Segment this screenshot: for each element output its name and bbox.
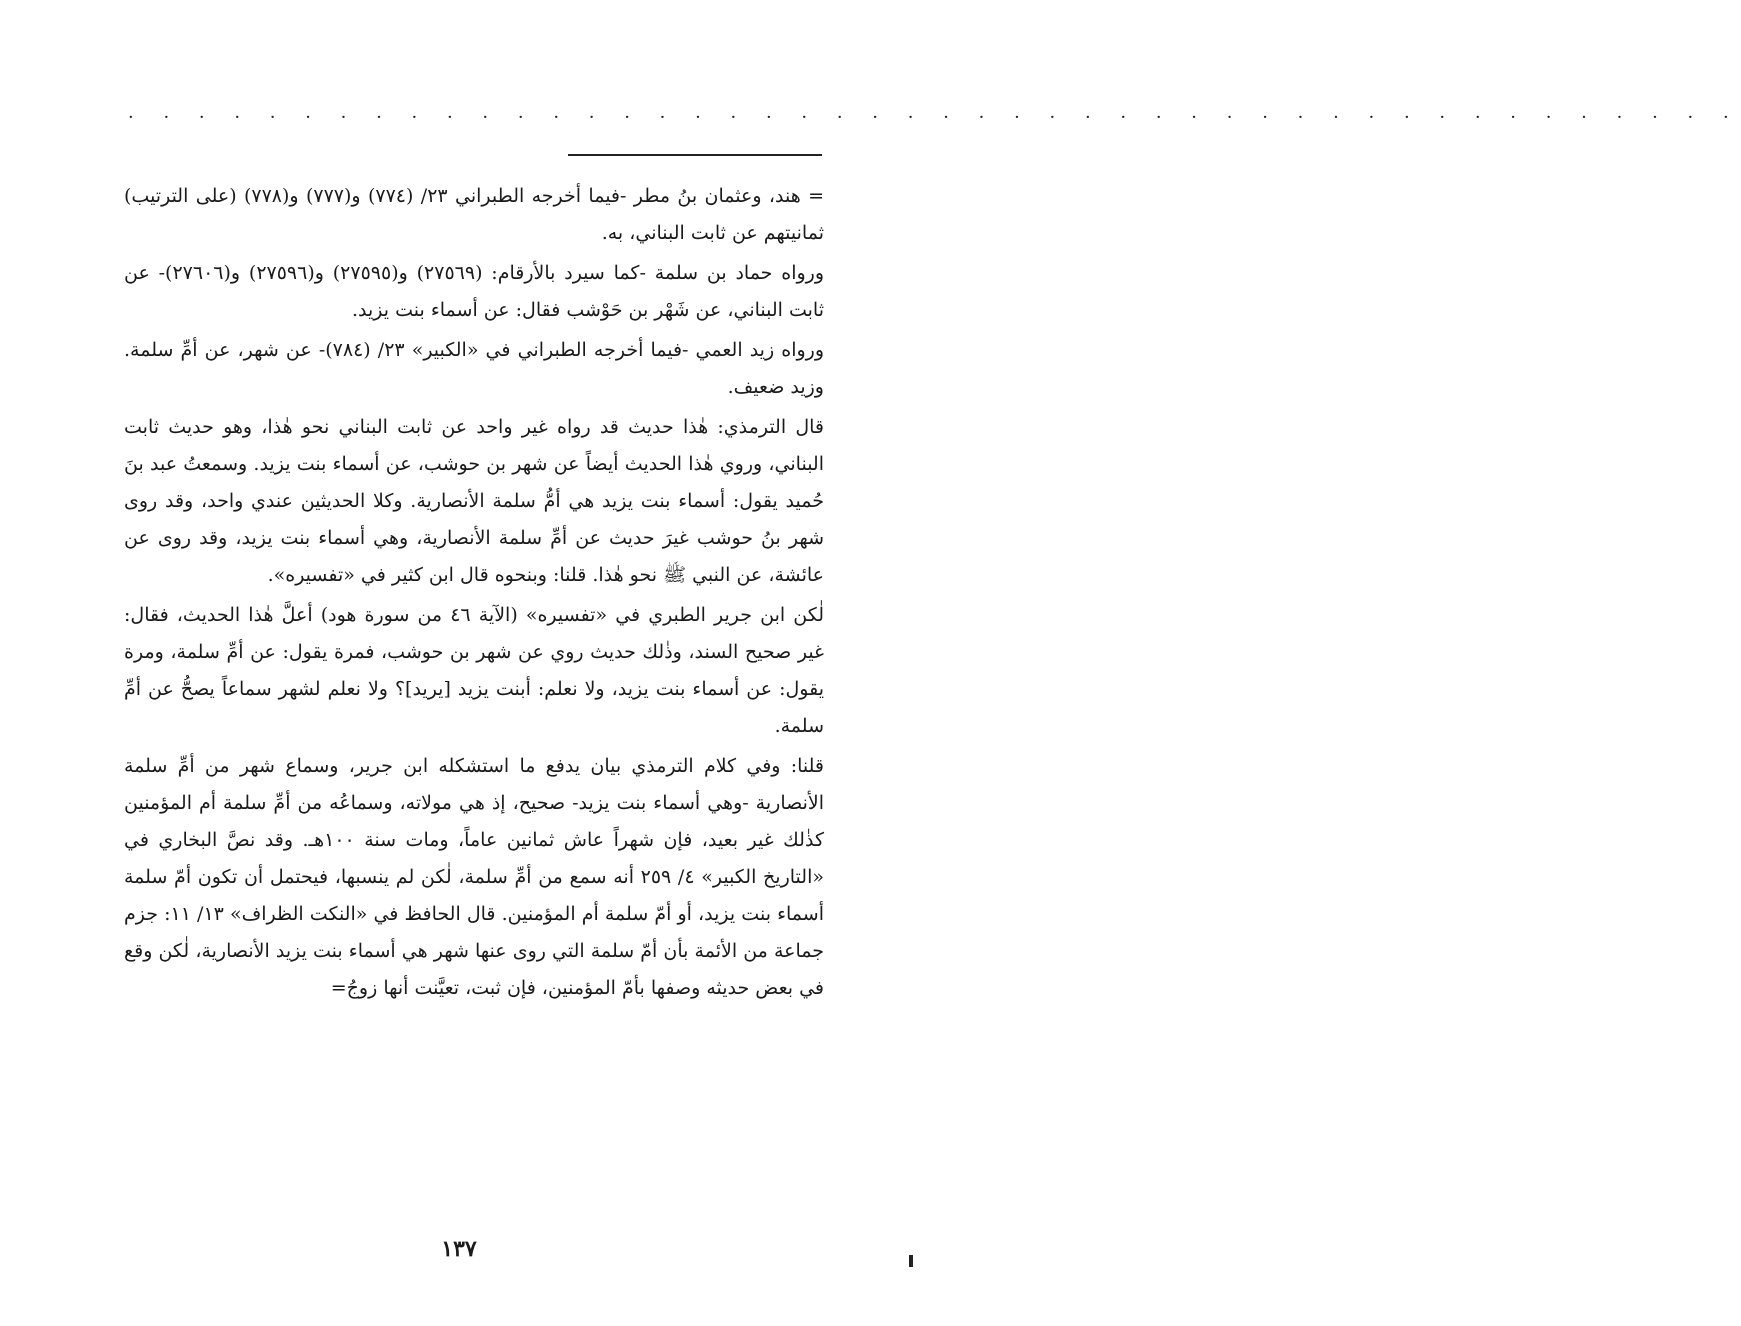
paragraph-4: قال الترمذي: هٰذا حديث قد رواه غير واحد عن ثابت البناني نحو هٰذا، وهو حديث ثابت البناني، وروي هٰذا الحديث أيضاً عن شهر بن حوشب، عن أسماء بنت يزيد. وسمعتُ عبد بنَ حُميد يقول: أسماء بنت يزيد هي أمُّ سلمة الأنصارية. وكلا الحديثين عندي واحد، وقد روى شهر بنُ حوشب غيرَ حديث عن أمِّ سلمة الأنصارية، وهي أسماء بنت يزيد، وقد روى عن عائشة، عن النبي ﷺ نحو هٰذا. قلنا: وبنحوه قال ابن كثير في «تفسيره».: [124, 416, 824, 586]
footnote-rule: [568, 154, 822, 156]
paragraph-3: ورواه زيد العمي -فيما أخرجه الطبراني في «الكبير» ٢٣/ (٧٨٤)- عن شهر، عن أمِّ سلمة. وزيد ضعيف.: [124, 339, 824, 398]
paragraph-1: = هند، وعثمان بنُ مطر -فيما أخرجه الطبراني ٢٣/ (٧٧٤) و(٧٧٧) و(٧٧٨) (على الترتيب) ثمانيتهم عن ثابت البناني، به.: [124, 185, 824, 244]
scan-edge-mark: [909, 1255, 913, 1267]
paragraph-6: قلنا: وفي كلام الترمذي بيان يدفع ما استشكله ابن جرير، وسماع شهر من أمِّ سلمة الأنصارية -وهي أسماء بنت يزيد- صحيح، إذ هي مولاته، وسماعُه من أمِّ سلمة أم المؤمنين كذٰلك غير بعيد، فإن شهراً عاش ثمانين عاماً، ومات سنة ١٠٠هـ. وقد نصَّ البخاري في «التاريخ الكبير» ٤/ ٢٥٩ أنه سمع من أمِّ سلمة، لٰكن لم ينسبها، فيحتمل أن تكون أمّ سلمة أسماء بنت يزيد، أو أمّ سلمة أم المؤمنين. قال الحافظ في «النكت الظراف» ١٣/ ١١: جزم جماعة من الأئمة بأن أمّ سلمة التي روى عنها شهر هي أسماء بنت يزيد الأنصارية، لٰكن وقع في بعض حديثه وصفها بأمّ المؤمنين، فإن ثبت، تعيَّنت أنها زوجُ=: [124, 755, 824, 999]
page-number: ١٣٧: [441, 1236, 477, 1262]
separator-dots: · · · · · · · · · · · · · · · · · · · · · · · · · · · · · · · · · · · · · · · · · · · · · ·: [128, 107, 1741, 128]
paragraph-5: لٰكن ابن جرير الطبري في «تفسيره» (الآية ٤٦ من سورة هود) أعلَّ هٰذا الحديث، فقال: غير صحيح السند، وذٰلك حديث روي عن شهر بن حوشب، فمرة يقول: عن أمِّ سلمة، ومرة يقول: عن أسماء بنت يزيد، ولا نعلم: أبنت يزيد [يريد]؟ ولا نعلم لشهر سماعاً يصحُّ عن أمِّ سلمة.: [124, 604, 824, 737]
footnote-text: [124, 178, 824, 1010]
paragraph-2: ورواه حماد بن سلمة -كما سيرد بالأرقام: (٢٧٥٦٩) و(٢٧٥٩٥) و(٢٧٥٩٦) و(٢٧٦٠٦)- عن ثابت البناني، عن شَهْر بن حَوْشب فقال: عن أسماء بنت يزيد.: [124, 262, 825, 321]
